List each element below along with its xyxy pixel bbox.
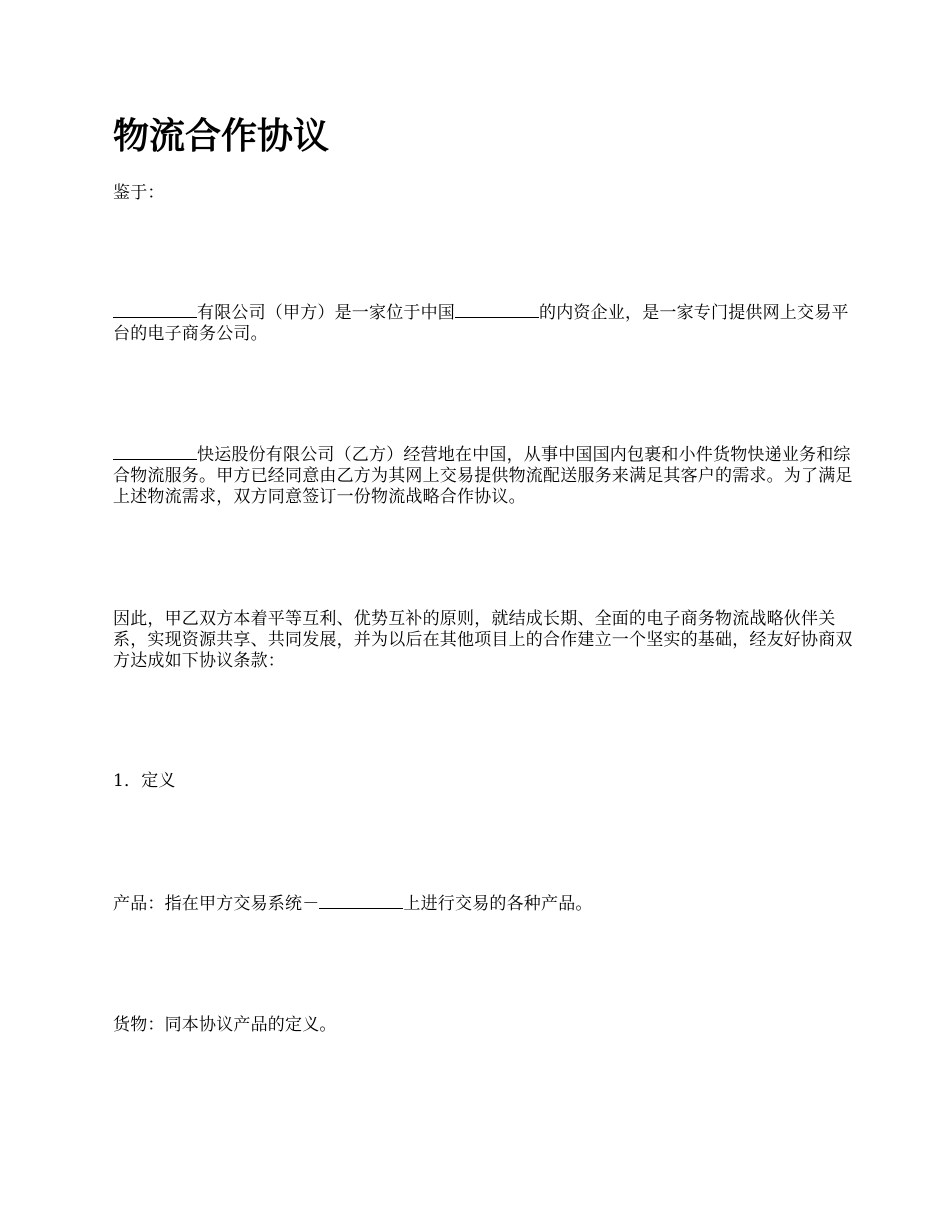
fill-in-blank (455, 302, 539, 318)
fill-in-blank (113, 302, 197, 318)
party-b-text-1: 快运股份有限公司（乙方）经营地在中国，从事中国国内包裹和小件货物快递业务和综合物流服务。甲方已经同意由乙方为其网上交易提供物流配送服务来满足其客户的需求。为了满足上述物流需求，双方同意签订一份物流战略合作协议。 (113, 445, 853, 507)
party-a-paragraph (113, 302, 853, 345)
section-1-heading: 1．定义 (113, 771, 176, 791)
whereas-label: 鉴于： (113, 183, 165, 203)
fill-in-blank (319, 893, 403, 909)
product-def-text-1: 产品：指在甲方交易系统－ (113, 894, 320, 914)
product-definition (113, 893, 853, 915)
document-title: 物流合作协议 (113, 115, 330, 157)
therefore-paragraph: 因此，甲乙双方本着平等互利、优势互补的原则，就结成长期、全面的电子商务物流战略伙伴关系，实现资源共享、共同发展，并为以后在其他项目上的合作建立一个坚实的基础，经友好协商双方达成如下协议条款： (113, 609, 853, 671)
party-b-paragraph (113, 444, 853, 508)
product-def-text-2: 上进行交易的各种产品。 (403, 894, 593, 914)
party-a-text-2: 的内资企业，是一家专门提供网上交易平台的电子商务公司。 (113, 303, 849, 344)
goods-definition: 货物：同本协议产品的定义。 (113, 1015, 337, 1035)
party-a-text-1: 有限公司（甲方）是一家位于中国 (197, 303, 455, 323)
fill-in-blank (113, 444, 197, 460)
